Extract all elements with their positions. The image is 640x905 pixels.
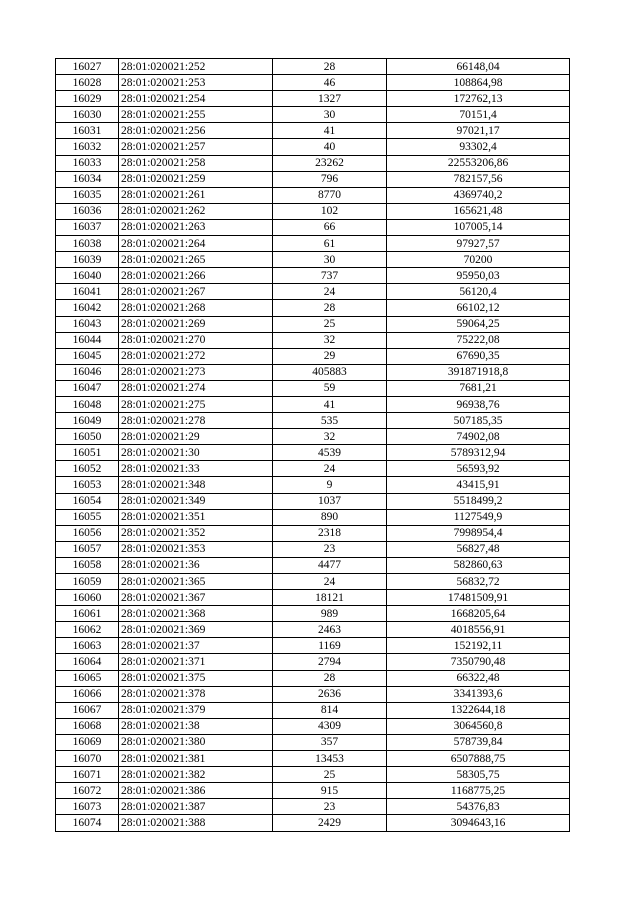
table-row [56,236,570,252]
cadastral-value-cell: 17481509,91 [387,590,570,606]
table-row [56,252,570,268]
table-row [56,702,570,718]
row-number-cell: 16045 [56,348,119,364]
row-number-cell: 16069 [56,734,119,750]
row-number-cell: 16040 [56,268,119,284]
cadastral-number-cell: 28:01:020021:257 [119,139,273,155]
cadastral-value-cell: 54376,83 [387,799,570,815]
row-number-cell: 16029 [56,91,119,107]
area-cell: 814 [273,702,387,718]
area-cell: 32 [273,332,387,348]
area-cell: 66 [273,219,387,235]
row-number-cell: 16068 [56,718,119,734]
cadastral-value-cell: 391871918,8 [387,364,570,380]
table-row [56,686,570,702]
cadastral-number-cell: 28:01:020021:38 [119,718,273,734]
table-row [56,91,570,107]
cadastral-number-cell: 28:01:020021:266 [119,268,273,284]
cadastral-value-cell: 1168775,25 [387,783,570,799]
area-cell: 23 [273,541,387,557]
table-row [56,493,570,509]
cadastral-value-cell: 59064,25 [387,316,570,332]
cadastral-number-cell: 28:01:020021:378 [119,686,273,702]
area-cell: 4309 [273,718,387,734]
cadastral-value-cell: 70200 [387,252,570,268]
table-row [56,348,570,364]
row-number-cell: 16073 [56,799,119,815]
cadastral-number-cell: 28:01:020021:253 [119,75,273,91]
cadastral-value-cell: 5518499,2 [387,493,570,509]
table-row [56,590,570,606]
cadastral-number-cell: 28:01:020021:265 [119,252,273,268]
cadastral-number-cell: 28:01:020021:375 [119,670,273,686]
cadastral-value-cell: 578739,84 [387,734,570,750]
row-number-cell: 16030 [56,107,119,123]
row-number-cell: 16037 [56,219,119,235]
cadastral-number-cell: 28:01:020021:387 [119,799,273,815]
table-row [56,59,570,75]
row-number-cell: 16065 [56,670,119,686]
row-number-cell: 16036 [56,203,119,219]
cadastral-value-cell: 582860,63 [387,557,570,573]
cadastral-value-cell: 507185,35 [387,413,570,429]
row-number-cell: 16066 [56,686,119,702]
table-row [56,557,570,573]
row-number-cell: 16044 [56,332,119,348]
row-number-cell: 16061 [56,606,119,622]
cadastral-number-cell: 28:01:020021:349 [119,493,273,509]
cadastral-number-cell: 28:01:020021:256 [119,123,273,139]
area-cell: 23262 [273,155,387,171]
area-cell: 59 [273,380,387,396]
table-row [56,767,570,783]
cadastral-value-cell: 4018556,91 [387,622,570,638]
area-cell: 2636 [273,686,387,702]
row-number-cell: 16052 [56,461,119,477]
cadastral-value-cell: 172762,13 [387,91,570,107]
area-cell: 30 [273,252,387,268]
area-cell: 357 [273,734,387,750]
table-row [56,622,570,638]
row-number-cell: 16033 [56,155,119,171]
cadastral-value-cell: 97927,57 [387,236,570,252]
row-number-cell: 16043 [56,316,119,332]
cadastral-number-cell: 28:01:020021:263 [119,219,273,235]
cadastral-value-cell: 7998954,4 [387,525,570,541]
cadastral-number-cell: 28:01:020021:348 [119,477,273,493]
row-number-cell: 16058 [56,557,119,573]
cadastral-value-cell: 67690,35 [387,348,570,364]
cadastral-value-cell: 5789312,94 [387,445,570,461]
cadastral-value-cell: 1322644,18 [387,702,570,718]
cadastral-value-cell: 3341393,6 [387,686,570,702]
row-number-cell: 16028 [56,75,119,91]
table-row [56,155,570,171]
table-row [56,187,570,203]
cadastral-number-cell: 28:01:020021:30 [119,445,273,461]
cadastral-number-cell: 28:01:020021:29 [119,429,273,445]
area-cell: 9 [273,477,387,493]
cadastral-number-cell: 28:01:020021:388 [119,815,273,831]
row-number-cell: 16059 [56,574,119,590]
cadastral-value-cell: 70151,4 [387,107,570,123]
row-number-cell: 16048 [56,396,119,412]
table-body [56,59,570,832]
area-cell: 4539 [273,445,387,461]
table-row [56,815,570,831]
row-number-cell: 16038 [56,236,119,252]
cadastral-value-cell: 93302,4 [387,139,570,155]
area-cell: 989 [273,606,387,622]
row-number-cell: 16060 [56,590,119,606]
cadastral-number-cell: 28:01:020021:367 [119,590,273,606]
cadastral-value-cell: 6507888,75 [387,751,570,767]
cadastral-value-cell: 1668205,64 [387,606,570,622]
row-number-cell: 16034 [56,171,119,187]
area-cell: 41 [273,123,387,139]
cadastral-number-cell: 28:01:020021:37 [119,638,273,654]
table-row [56,574,570,590]
row-number-cell: 16067 [56,702,119,718]
area-cell: 796 [273,171,387,187]
table-row [56,123,570,139]
table-row [56,541,570,557]
cadastral-number-cell: 28:01:020021:353 [119,541,273,557]
row-number-cell: 16057 [56,541,119,557]
cadastral-value-cell: 96938,76 [387,396,570,412]
area-cell: 28 [273,300,387,316]
area-cell: 32 [273,429,387,445]
cadastral-value-table [55,58,570,832]
area-cell: 24 [273,461,387,477]
area-cell: 40 [273,139,387,155]
cadastral-number-cell: 28:01:020021:352 [119,525,273,541]
cadastral-value-cell: 43415,91 [387,477,570,493]
cadastral-number-cell: 28:01:020021:274 [119,380,273,396]
area-cell: 24 [273,574,387,590]
table-row [56,751,570,767]
area-cell: 61 [273,236,387,252]
table-row [56,606,570,622]
cadastral-value-cell: 22553206,86 [387,155,570,171]
cadastral-number-cell: 28:01:020021:275 [119,396,273,412]
row-number-cell: 16046 [56,364,119,380]
cadastral-number-cell: 28:01:020021:258 [119,155,273,171]
cadastral-number-cell: 28:01:020021:254 [119,91,273,107]
cadastral-number-cell: 28:01:020021:273 [119,364,273,380]
row-number-cell: 16035 [56,187,119,203]
table-row [56,107,570,123]
row-number-cell: 16053 [56,477,119,493]
row-number-cell: 16050 [56,429,119,445]
area-cell: 2463 [273,622,387,638]
row-number-cell: 16062 [56,622,119,638]
row-number-cell: 16027 [56,59,119,75]
area-cell: 1327 [273,91,387,107]
cadastral-value-cell: 66102,12 [387,300,570,316]
area-cell: 737 [273,268,387,284]
cadastral-value-cell: 4369740,2 [387,187,570,203]
area-cell: 13453 [273,751,387,767]
table-row [56,429,570,445]
area-cell: 535 [273,413,387,429]
table-row [56,799,570,815]
area-cell: 28 [273,670,387,686]
row-number-cell: 16039 [56,252,119,268]
table-row [56,718,570,734]
cadastral-value-cell: 56120,4 [387,284,570,300]
area-cell: 2429 [273,815,387,831]
cadastral-value-cell: 95950,03 [387,268,570,284]
row-number-cell: 16055 [56,509,119,525]
cadastral-value-cell: 3094643,16 [387,815,570,831]
row-number-cell: 16051 [56,445,119,461]
cadastral-value-cell: 58305,75 [387,767,570,783]
row-number-cell: 16049 [56,413,119,429]
cadastral-number-cell: 28:01:020021:369 [119,622,273,638]
cadastral-number-cell: 28:01:020021:261 [119,187,273,203]
table-row [56,171,570,187]
row-number-cell: 16063 [56,638,119,654]
area-cell: 890 [273,509,387,525]
cadastral-number-cell: 28:01:020021:368 [119,606,273,622]
cadastral-value-cell: 782157,56 [387,171,570,187]
area-cell: 41 [273,396,387,412]
area-cell: 1169 [273,638,387,654]
area-cell: 29 [273,348,387,364]
cadastral-number-cell: 28:01:020021:259 [119,171,273,187]
table-row [56,477,570,493]
cadastral-number-cell: 28:01:020021:33 [119,461,273,477]
row-number-cell: 16071 [56,767,119,783]
table-row [56,734,570,750]
area-cell: 24 [273,284,387,300]
row-number-cell: 16072 [56,783,119,799]
cadastral-number-cell: 28:01:020021:262 [119,203,273,219]
cadastral-number-cell: 28:01:020021:269 [119,316,273,332]
table-row [56,284,570,300]
cadastral-number-cell: 28:01:020021:351 [119,509,273,525]
row-number-cell: 16070 [56,751,119,767]
cadastral-number-cell: 28:01:020021:255 [119,107,273,123]
table-row [56,525,570,541]
cadastral-number-cell: 28:01:020021:381 [119,751,273,767]
cadastral-value-cell: 66322,48 [387,670,570,686]
table-row [56,139,570,155]
row-number-cell: 16056 [56,525,119,541]
cadastral-number-cell: 28:01:020021:264 [119,236,273,252]
table-row [56,380,570,396]
table-row [56,461,570,477]
row-number-cell: 16042 [56,300,119,316]
area-cell: 30 [273,107,387,123]
area-cell: 4477 [273,557,387,573]
table-row [56,203,570,219]
area-cell: 25 [273,316,387,332]
table-row [56,654,570,670]
cadastral-number-cell: 28:01:020021:371 [119,654,273,670]
area-cell: 25 [273,767,387,783]
table-row [56,268,570,284]
cadastral-value-cell: 152192,11 [387,638,570,654]
table-row [56,396,570,412]
table-row [56,316,570,332]
area-cell: 28 [273,59,387,75]
cadastral-value-cell: 7350790,48 [387,654,570,670]
cadastral-number-cell: 28:01:020021:267 [119,284,273,300]
cadastral-number-cell: 28:01:020021:386 [119,783,273,799]
row-number-cell: 16041 [56,284,119,300]
table-row [56,364,570,380]
area-cell: 46 [273,75,387,91]
table-row [56,509,570,525]
table-row [56,300,570,316]
cadastral-value-cell: 74902,08 [387,429,570,445]
cadastral-number-cell: 28:01:020021:272 [119,348,273,364]
row-number-cell: 16047 [56,380,119,396]
cadastral-number-cell: 28:01:020021:380 [119,734,273,750]
table-row [56,783,570,799]
cadastral-number-cell: 28:01:020021:252 [119,59,273,75]
table-row [56,638,570,654]
cadastral-number-cell: 28:01:020021:382 [119,767,273,783]
cadastral-value-cell: 56832,72 [387,574,570,590]
table-row [56,445,570,461]
cadastral-number-cell: 28:01:020021:268 [119,300,273,316]
cadastral-number-cell: 28:01:020021:270 [119,332,273,348]
row-number-cell: 16031 [56,123,119,139]
cadastral-value-cell: 1127549,9 [387,509,570,525]
area-cell: 8770 [273,187,387,203]
area-cell: 102 [273,203,387,219]
table-row [56,332,570,348]
cadastral-value-cell: 56593,92 [387,461,570,477]
table-row [56,670,570,686]
cadastral-value-cell: 66148,04 [387,59,570,75]
table-row [56,413,570,429]
row-number-cell: 16054 [56,493,119,509]
row-number-cell: 16032 [56,139,119,155]
area-cell: 23 [273,799,387,815]
cadastral-number-cell: 28:01:020021:365 [119,574,273,590]
cadastral-value-cell: 107005,14 [387,219,570,235]
cadastral-number-cell: 28:01:020021:36 [119,557,273,573]
table-row [56,219,570,235]
area-cell: 1037 [273,493,387,509]
cadastral-number-cell: 28:01:020021:379 [119,702,273,718]
cadastral-number-cell: 28:01:020021:278 [119,413,273,429]
table-row [56,75,570,91]
row-number-cell: 16074 [56,815,119,831]
cadastral-value-cell: 7681,21 [387,380,570,396]
cadastral-value-cell: 75222,08 [387,332,570,348]
cadastral-value-cell: 108864,98 [387,75,570,91]
cadastral-value-cell: 3064560,8 [387,718,570,734]
row-number-cell: 16064 [56,654,119,670]
area-cell: 2794 [273,654,387,670]
area-cell: 405883 [273,364,387,380]
area-cell: 2318 [273,525,387,541]
cadastral-value-cell: 165621,48 [387,203,570,219]
area-cell: 18121 [273,590,387,606]
cadastral-value-cell: 97021,17 [387,123,570,139]
cadastral-value-cell: 56827,48 [387,541,570,557]
area-cell: 915 [273,783,387,799]
